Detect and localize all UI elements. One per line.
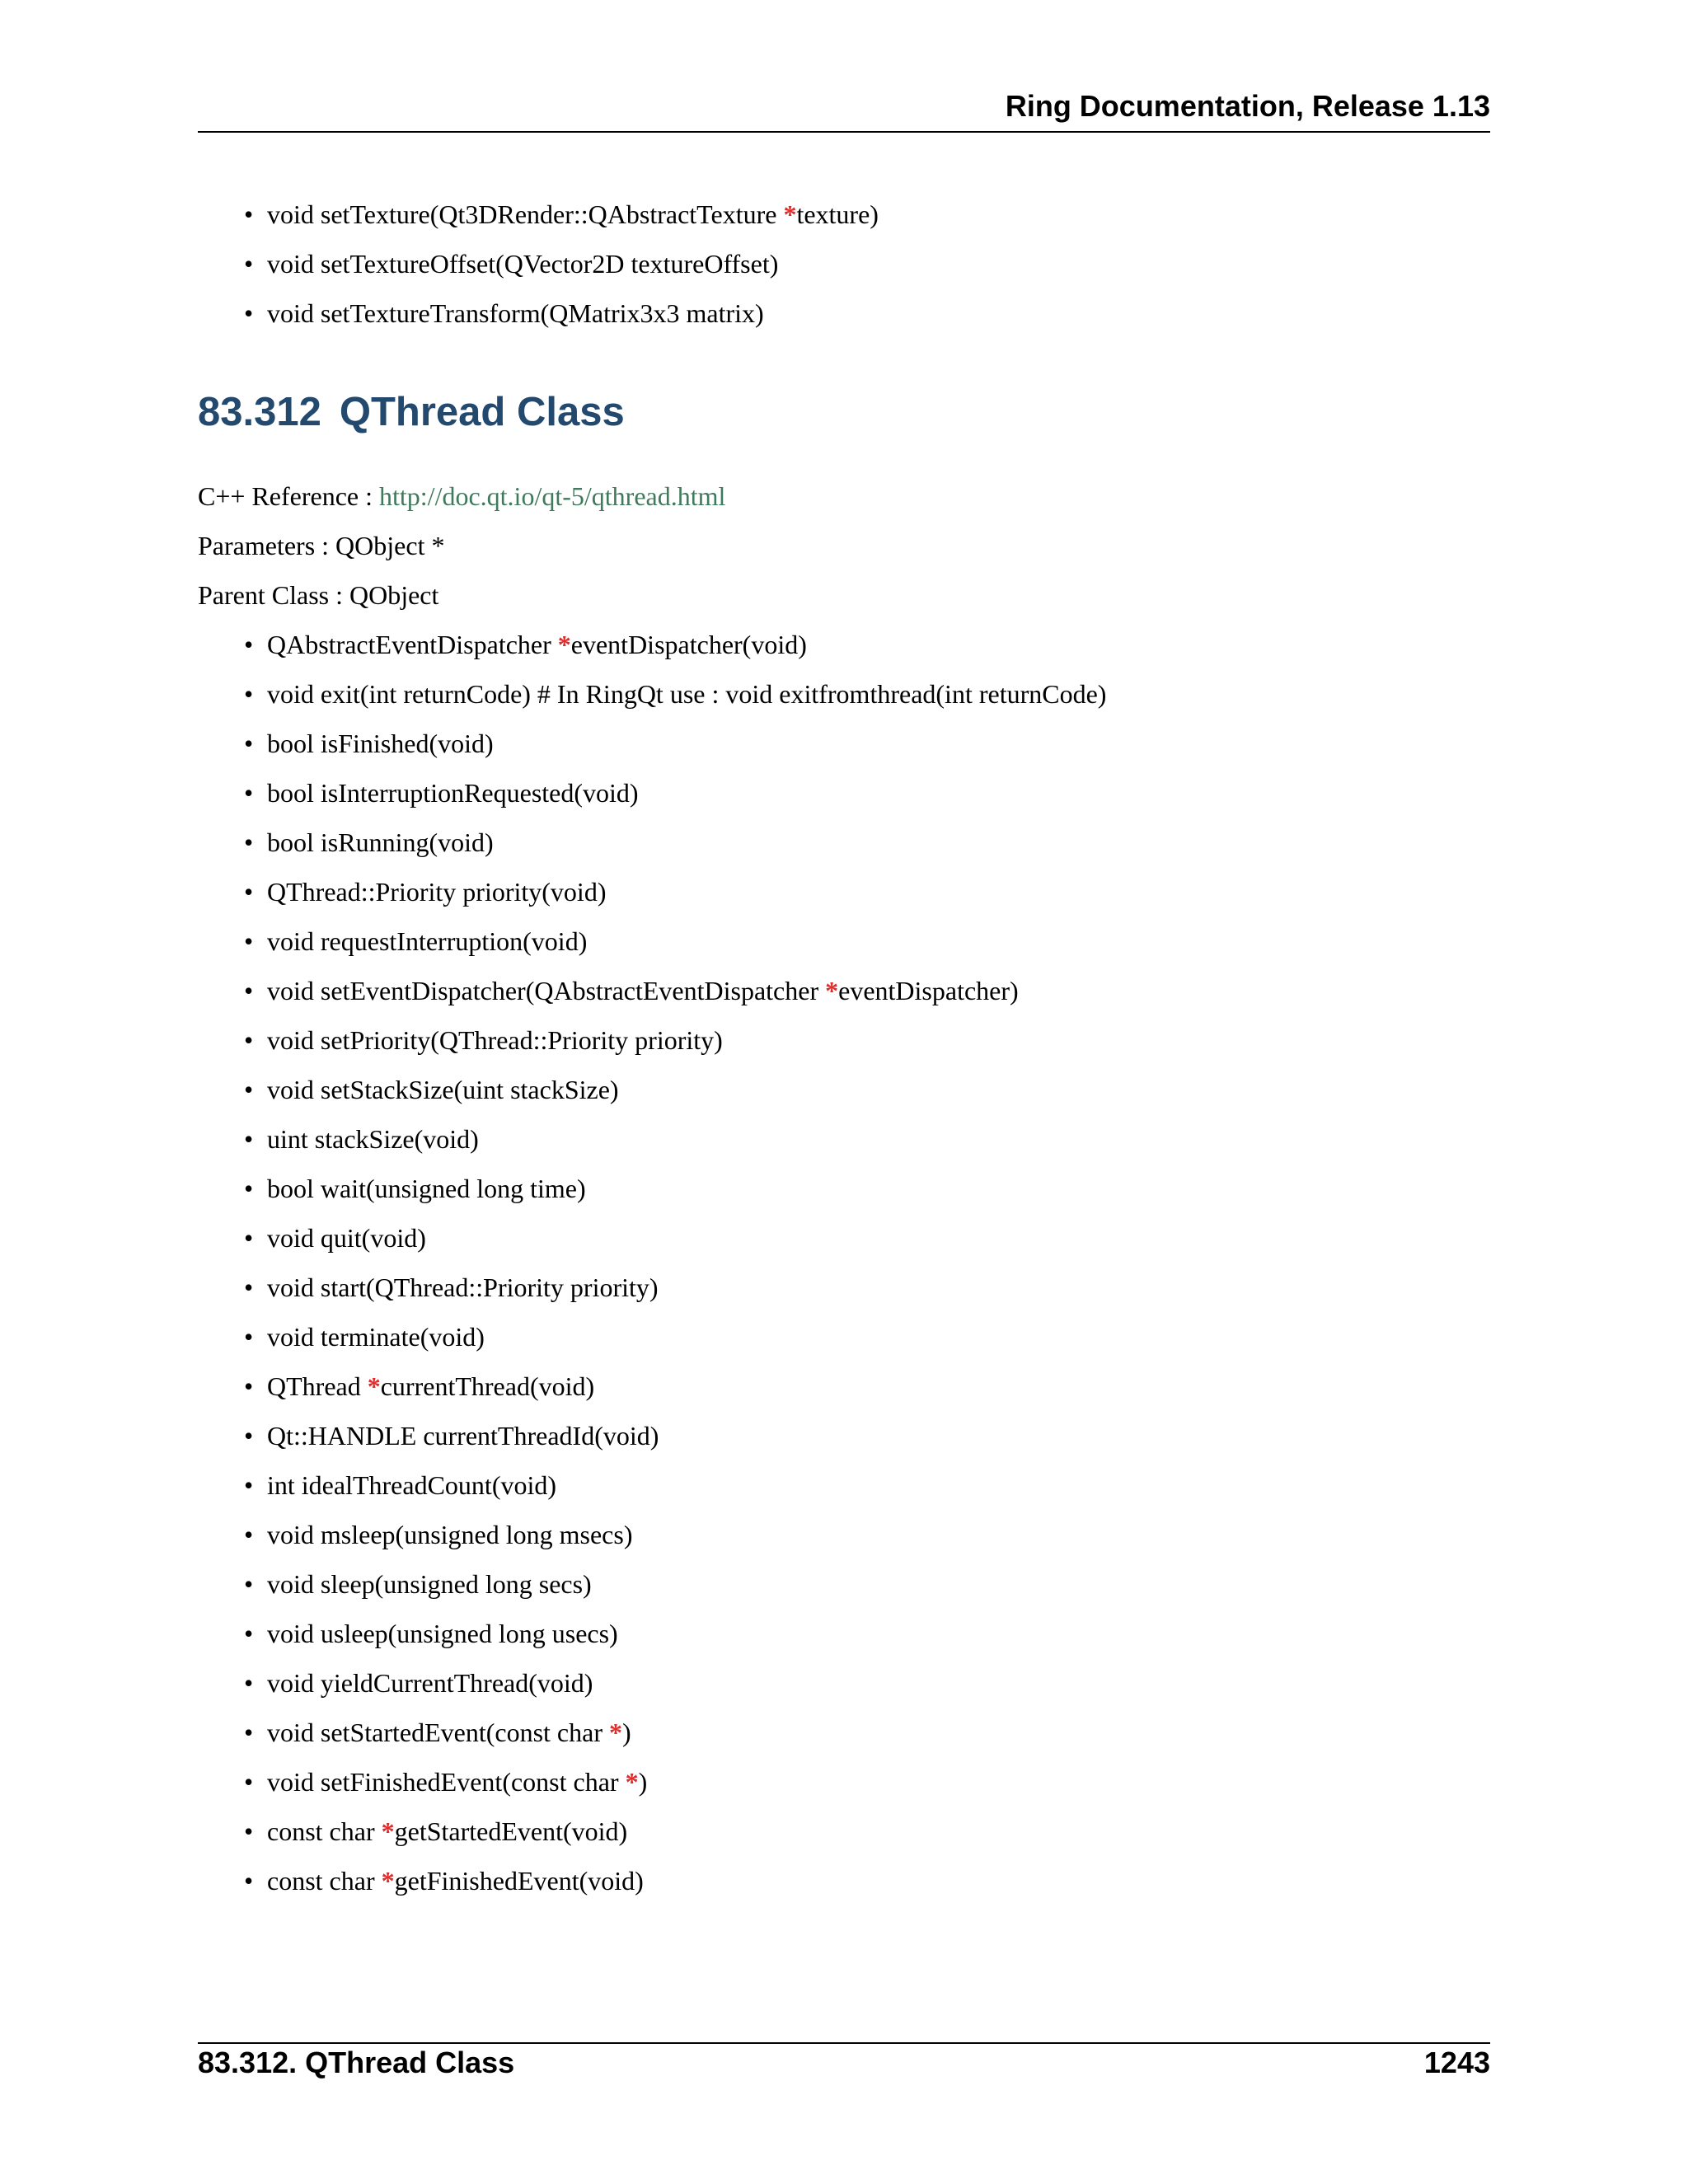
bullet-icon: • — [244, 298, 254, 328]
method-item — [244, 719, 1106, 768]
bullet-icon: • — [244, 1866, 254, 1896]
bullet-icon: • — [244, 1421, 254, 1451]
parameters-line: Parameters : QObject * — [198, 531, 445, 560]
method-item — [244, 239, 879, 288]
method-star: * — [625, 1767, 639, 1797]
bullet-icon: • — [244, 1718, 254, 1747]
method-before: Qt::HANDLE currentThreadId(void) — [267, 1421, 659, 1451]
reference-link[interactable]: http://doc.qt.io/qt-5/qthread.html — [379, 481, 726, 511]
bullet-icon: • — [244, 630, 254, 659]
method-before: void setPriority(QThread::Priority priority) — [267, 1025, 723, 1055]
parent-class-line: Parent Class : QObject — [198, 580, 439, 610]
previous-methods-list — [244, 190, 879, 338]
method-star: * — [381, 1866, 395, 1896]
footer-section: 83.312. QThread Class — [198, 2046, 515, 2079]
method-item — [244, 1312, 1106, 1361]
method-star: * — [608, 1718, 622, 1747]
method-before: void quit(void) — [267, 1223, 426, 1253]
section-number: 83.312 — [198, 390, 321, 434]
method-item — [244, 1559, 1106, 1609]
method-before: bool isFinished(void) — [267, 729, 494, 758]
bullet-icon: • — [244, 1520, 254, 1549]
method-item — [244, 1213, 1106, 1263]
bullet-icon: • — [244, 199, 254, 229]
method-item — [244, 768, 1106, 818]
bullet-icon: • — [244, 1371, 254, 1401]
method-after: currentThread(void) — [380, 1371, 595, 1401]
bullet-icon: • — [244, 1816, 254, 1846]
method-after: getFinishedEvent(void) — [394, 1866, 644, 1896]
method-before: QThread — [267, 1371, 368, 1401]
method-star: * — [381, 1816, 395, 1846]
method-after: eventDispatcher(void) — [570, 630, 807, 659]
method-after: ) — [621, 1718, 631, 1747]
bullet-icon: • — [244, 1223, 254, 1253]
section-name: QThread Class — [339, 390, 625, 434]
running-header: Ring Documentation, Release 1.13 — [1005, 89, 1490, 123]
method-item — [244, 1065, 1106, 1114]
method-item — [244, 867, 1106, 916]
method-item — [244, 1757, 1106, 1807]
method-before: void setStackSize(uint stackSize) — [267, 1075, 619, 1104]
bullet-icon: • — [244, 729, 254, 758]
bullet-icon: • — [244, 976, 254, 1005]
method-before: bool wait(unsigned long time) — [267, 1174, 586, 1203]
method-after: ) — [638, 1767, 648, 1797]
bullet-icon: • — [244, 1124, 254, 1154]
method-before: bool isRunning(void) — [267, 827, 494, 857]
method-before: void setTextureTransform(QMatrix3x3 matrix) — [267, 298, 764, 328]
bullet-icon: • — [244, 1470, 254, 1500]
method-before: void start(QThread::Priority priority) — [267, 1272, 659, 1302]
method-item — [244, 1658, 1106, 1708]
method-item — [244, 620, 1106, 669]
bullet-icon: • — [244, 827, 254, 857]
bullet-icon: • — [244, 1767, 254, 1797]
bullet-icon: • — [244, 926, 254, 956]
bullet-icon: • — [244, 679, 254, 709]
method-before: void requestInterruption(void) — [267, 926, 588, 956]
bullet-icon: • — [244, 1025, 254, 1055]
method-item — [244, 1263, 1106, 1312]
page-number: 1243 — [1423, 2046, 1490, 2079]
method-item — [244, 669, 1106, 719]
method-before: void setEventDispatcher(QAbstractEventDispatcher — [267, 976, 826, 1005]
method-star: * — [825, 976, 839, 1005]
method-item — [244, 1114, 1106, 1164]
method-item — [244, 288, 879, 338]
method-before: QThread::Priority priority(void) — [267, 877, 607, 907]
section-title — [198, 389, 625, 435]
method-star: * — [367, 1371, 381, 1401]
bullet-icon: • — [244, 778, 254, 808]
method-star: * — [783, 199, 797, 229]
method-item — [244, 818, 1106, 867]
header-rule — [198, 131, 1490, 133]
method-before: void yieldCurrentThread(void) — [267, 1668, 593, 1698]
running-footer — [198, 2046, 1490, 2080]
method-before: void setStartedEvent(const char — [267, 1718, 609, 1747]
bullet-icon: • — [244, 249, 254, 279]
method-item — [244, 1708, 1106, 1757]
method-item — [244, 1015, 1106, 1065]
method-after: eventDispatcher) — [838, 976, 1019, 1005]
method-item — [244, 190, 879, 239]
bullet-icon: • — [244, 1174, 254, 1203]
method-item — [244, 1856, 1106, 1905]
method-before: const char — [267, 1866, 382, 1896]
footer-rule — [198, 2042, 1490, 2044]
method-item — [244, 966, 1106, 1015]
bullet-icon: • — [244, 1322, 254, 1352]
method-before: void usleep(unsigned long usecs) — [267, 1619, 618, 1648]
method-before: QAbstractEventDispatcher — [267, 630, 558, 659]
method-star: * — [557, 630, 571, 659]
method-item — [244, 1361, 1106, 1411]
method-item — [244, 1510, 1106, 1559]
method-before: int idealThreadCount(void) — [267, 1470, 557, 1500]
bullet-icon: • — [244, 1668, 254, 1698]
method-item — [244, 1411, 1106, 1460]
bullet-icon: • — [244, 1075, 254, 1104]
method-before: void terminate(void) — [267, 1322, 485, 1352]
method-after: getStartedEvent(void) — [394, 1816, 628, 1846]
bullet-icon: • — [244, 1619, 254, 1648]
bullet-icon: • — [244, 1272, 254, 1302]
method-after: texture) — [796, 199, 879, 229]
method-before: void exit(int returnCode) # In RingQt use : void exitfromthread(int returnCode) — [267, 679, 1107, 709]
bullet-icon: • — [244, 1569, 254, 1599]
method-before: void sleep(unsigned long secs) — [267, 1569, 592, 1599]
method-item — [244, 1807, 1106, 1856]
method-item — [244, 916, 1106, 966]
method-item — [244, 1460, 1106, 1510]
method-item — [244, 1164, 1106, 1213]
bullet-icon: • — [244, 877, 254, 907]
reference-label: C++ Reference : — [198, 481, 379, 511]
method-before: void msleep(unsigned long msecs) — [267, 1520, 633, 1549]
method-before: void setFinishedEvent(const char — [267, 1767, 626, 1797]
method-before: uint stackSize(void) — [267, 1124, 479, 1154]
cpp-reference — [198, 471, 725, 521]
method-before: const char — [267, 1816, 382, 1846]
method-before: bool isInterruptionRequested(void) — [267, 778, 639, 808]
method-before: void setTexture(Qt3DRender::QAbstractTexture — [267, 199, 784, 229]
method-item — [244, 1609, 1106, 1658]
methods-list — [244, 620, 1106, 1905]
method-before: void setTextureOffset(QVector2D textureOffset) — [267, 249, 779, 279]
